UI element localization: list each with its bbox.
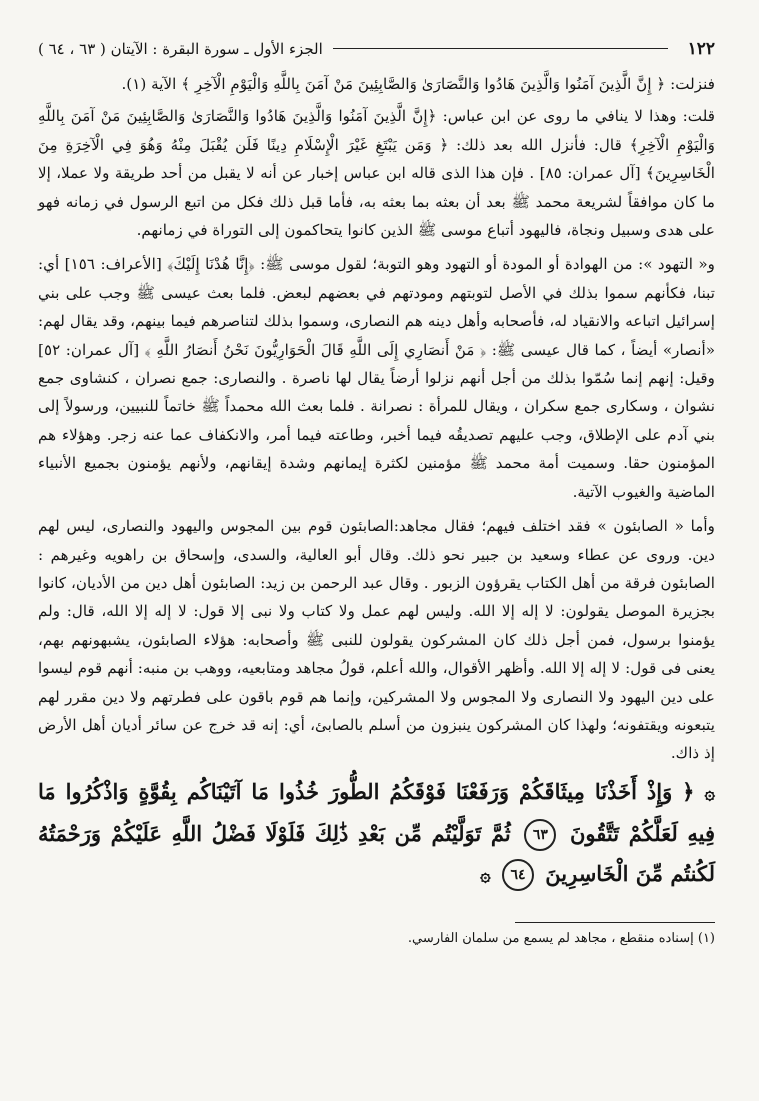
verse-close-ornament: ۞ [480, 864, 491, 886]
header-rule [333, 47, 668, 49]
paragraph-tahawwud: و« التهود »: من الهوادة أو المودة أو التهود وهو التوبة؛ لقول موسى ﷺ: ﴿إِنَّا هُدْنَا إِلَيْكَ﴾ [الأعراف: ١٥٦] أي: تبنا، فكأنهم سموا بذلك في الأصل لتوبتهم ومودتهم في بعضهم لبعض. فلما بعث عيسى ﷺ وجب على بني إسرائيل اتباعه والانقياد له، فأصحابه وأهل دينه هم النصارى، وسموا بذلك لتناصرهم فيما بينهم، وقد يقال لهم: «أنصار» أيضاً ، كما قال عيسى ﷺ: ﴿ مَنْ أَنصَارِي إِلَى اللَّهِ قَالَ الْحَوَارِيُّونَ نَحْنُ أَنصَارُ اللَّهِ ﴾ [آل عمران: ٥٢] وقيل: إنهم إنما سُمّوا بذلك من أجل أنهم نزلوا أرضاً يقال لها ناصرة . والنصارى: جمع نصران ، كنشاوى جمع نشوان ، وسكارى جمع سكران ، ويقال للمرأة : نصرانة . فلما بعث الله محمداً ﷺ خاتماً للنبيين، ورسولاً إلى بني آدم على الإطلاق، وجب عليهم تصديقُه فيما أخبر، وطاعته فيما أمر، والانكفاف عما عنه زجر. وهؤلاء هم المؤمنون حقا. وسميت أمة محمد ﷺ مؤمنين لكثرة إيمانهم وشدة إيقانهم، ولأنهم يؤمنون بجميع الأنبياء الماضية والغيوب الآتية. [38, 255, 716, 501]
verse-open-ornament: ۞ [704, 782, 715, 804]
paragraph-ibn-abbas: قلت: وهذا لا ينافي ما روى عن ابن عباس: ﴿إِنَّ الَّذِينَ آمَنُوا وَالَّذِينَ هَادُوا وَالنَّصَارَىٰ وَالصَّابِئِينَ مَنْ آمَنَ بِاللَّهِ وَالْيَوْمِ الْآخِرِ﴾ قال: فأنزل الله بعد ذلك: ﴿ وَمَن يَبْتَغِ غَيْرَ الْإِسْلَامِ دِينًا فَلَن يُقْبَلَ مِنْهُ وَهُوَ فِي الْآخِرَةِ مِنَ الْخَاسِرِينَ﴾ [آل عمران: ٨٥] . فإن هذا الذى قاله ابن عباس إخبار عن أنه لا يقبل من أحد طريقة ولا عملا، إلا ما كان موافقاً لشريعة محمد ﷺ بعد أن بعثه بما بعثه به، فأما قبل ذلك فكل من اتبع الرسول في زمانه فهو على هدى وسبيل ونجاة، فاليهود أتباع موسى ﷺ الذين كانوا يتحاكمون إلى التوراة في زمانهم. [38, 107, 715, 240]
verse-63-text: ﴿ وَإِذْ أَخَذْنَا مِيثَاقَكُمْ وَرَفَعْنَا فَوْقَكُمُ الطُّورَ خُذُوا مَا آتَيْنَاكُم بِقُوَّةٍ وَاذْكُرُوا مَا فِيهِ لَعَلَّكُمْ تَتَّقُونَ [38, 778, 716, 846]
verse-64-text: ثُمَّ تَوَلَّيْتُم مِّن بَعْدِ ذَٰلِكَ فَلَوْلَا فَضْلُ اللَّهِ عَلَيْكُمْ وَرَحْمَتُهُ لَكُنتُم مِّنَ الْخَاسِرِينَ [38, 820, 715, 886]
quran-verses [38, 772, 715, 896]
page-number: ١٢٢ [687, 39, 715, 59]
page-header [38, 38, 715, 60]
footnote: (١) إسناده منقطع ، مجاهد لم يسمع من سلمان الفارسي. [407, 930, 715, 946]
running-title: الجزء الأول ـ سورة البقرة : الآيتان ( ٦٣ ، ٦٤ ) [38, 40, 323, 58]
verse-63-number: ٦٣ [524, 819, 556, 851]
paragraph-revelation: فنزلت: ﴿ إِنَّ الَّذِينَ آمَنُوا وَالَّذِينَ هَادُوا وَالنَّصَارَىٰ وَالصَّابِئِينَ مَنْ آمَنَ بِاللَّهِ وَالْيَوْمِ الْآخِرِ ﴾ الآية (١). [121, 75, 715, 93]
footnote-rule [515, 922, 715, 923]
paragraph-sabiun: وأما « الصابئون » فقد اختلف فيهم؛ فقال مجاهد:الصابئون قوم بين المجوس واليهود والنصارى، ليس لهم دين. وروى عن عطاء وسعيد بن جبير نحو ذلك. وقال أبو العالية، والسدى، وإسحاق بن راهويه وغيرهم : الصابئون فرقة من أهل الكتاب يقرؤون الزبور . وقال عبد الرحمن بن زيد: الصابئون أهل دين من الأديان، كانوا بجزيرة الموصل يقولون: لا إله إلا الله. وليس لهم عمل ولا كتاب ولا نبى إلا قول: لا إله إلا الله، قال: ولم يؤمنوا برسول، فمن أجل ذلك كان المشركون يقولون للنبى ﷺ وأصحابه: هؤلاء الصابئون، يشبهونهم بهم، يعنى فى قول: لا إله إلا الله. وأظهر الأقوال، والله أعلم، قولُ مجاهد ومتابعيه، ووهب بن منبه: أنهم قوم ليسوا على دين اليهود ولا النصارى ولا المجوس ولا المشركين، وإنما هم قوم باقون على فطرتهم ولا دين مقرر لهم يتبعونه ويقتفونه؛ ولهذا كان المشركون ينبزون من أسلم بالصابئ، أي: إنه قد خرج عن سائر أديان أهل الأرض إذ ذاك. [38, 517, 715, 763]
verse-64-number: ٦٤ [502, 859, 534, 891]
